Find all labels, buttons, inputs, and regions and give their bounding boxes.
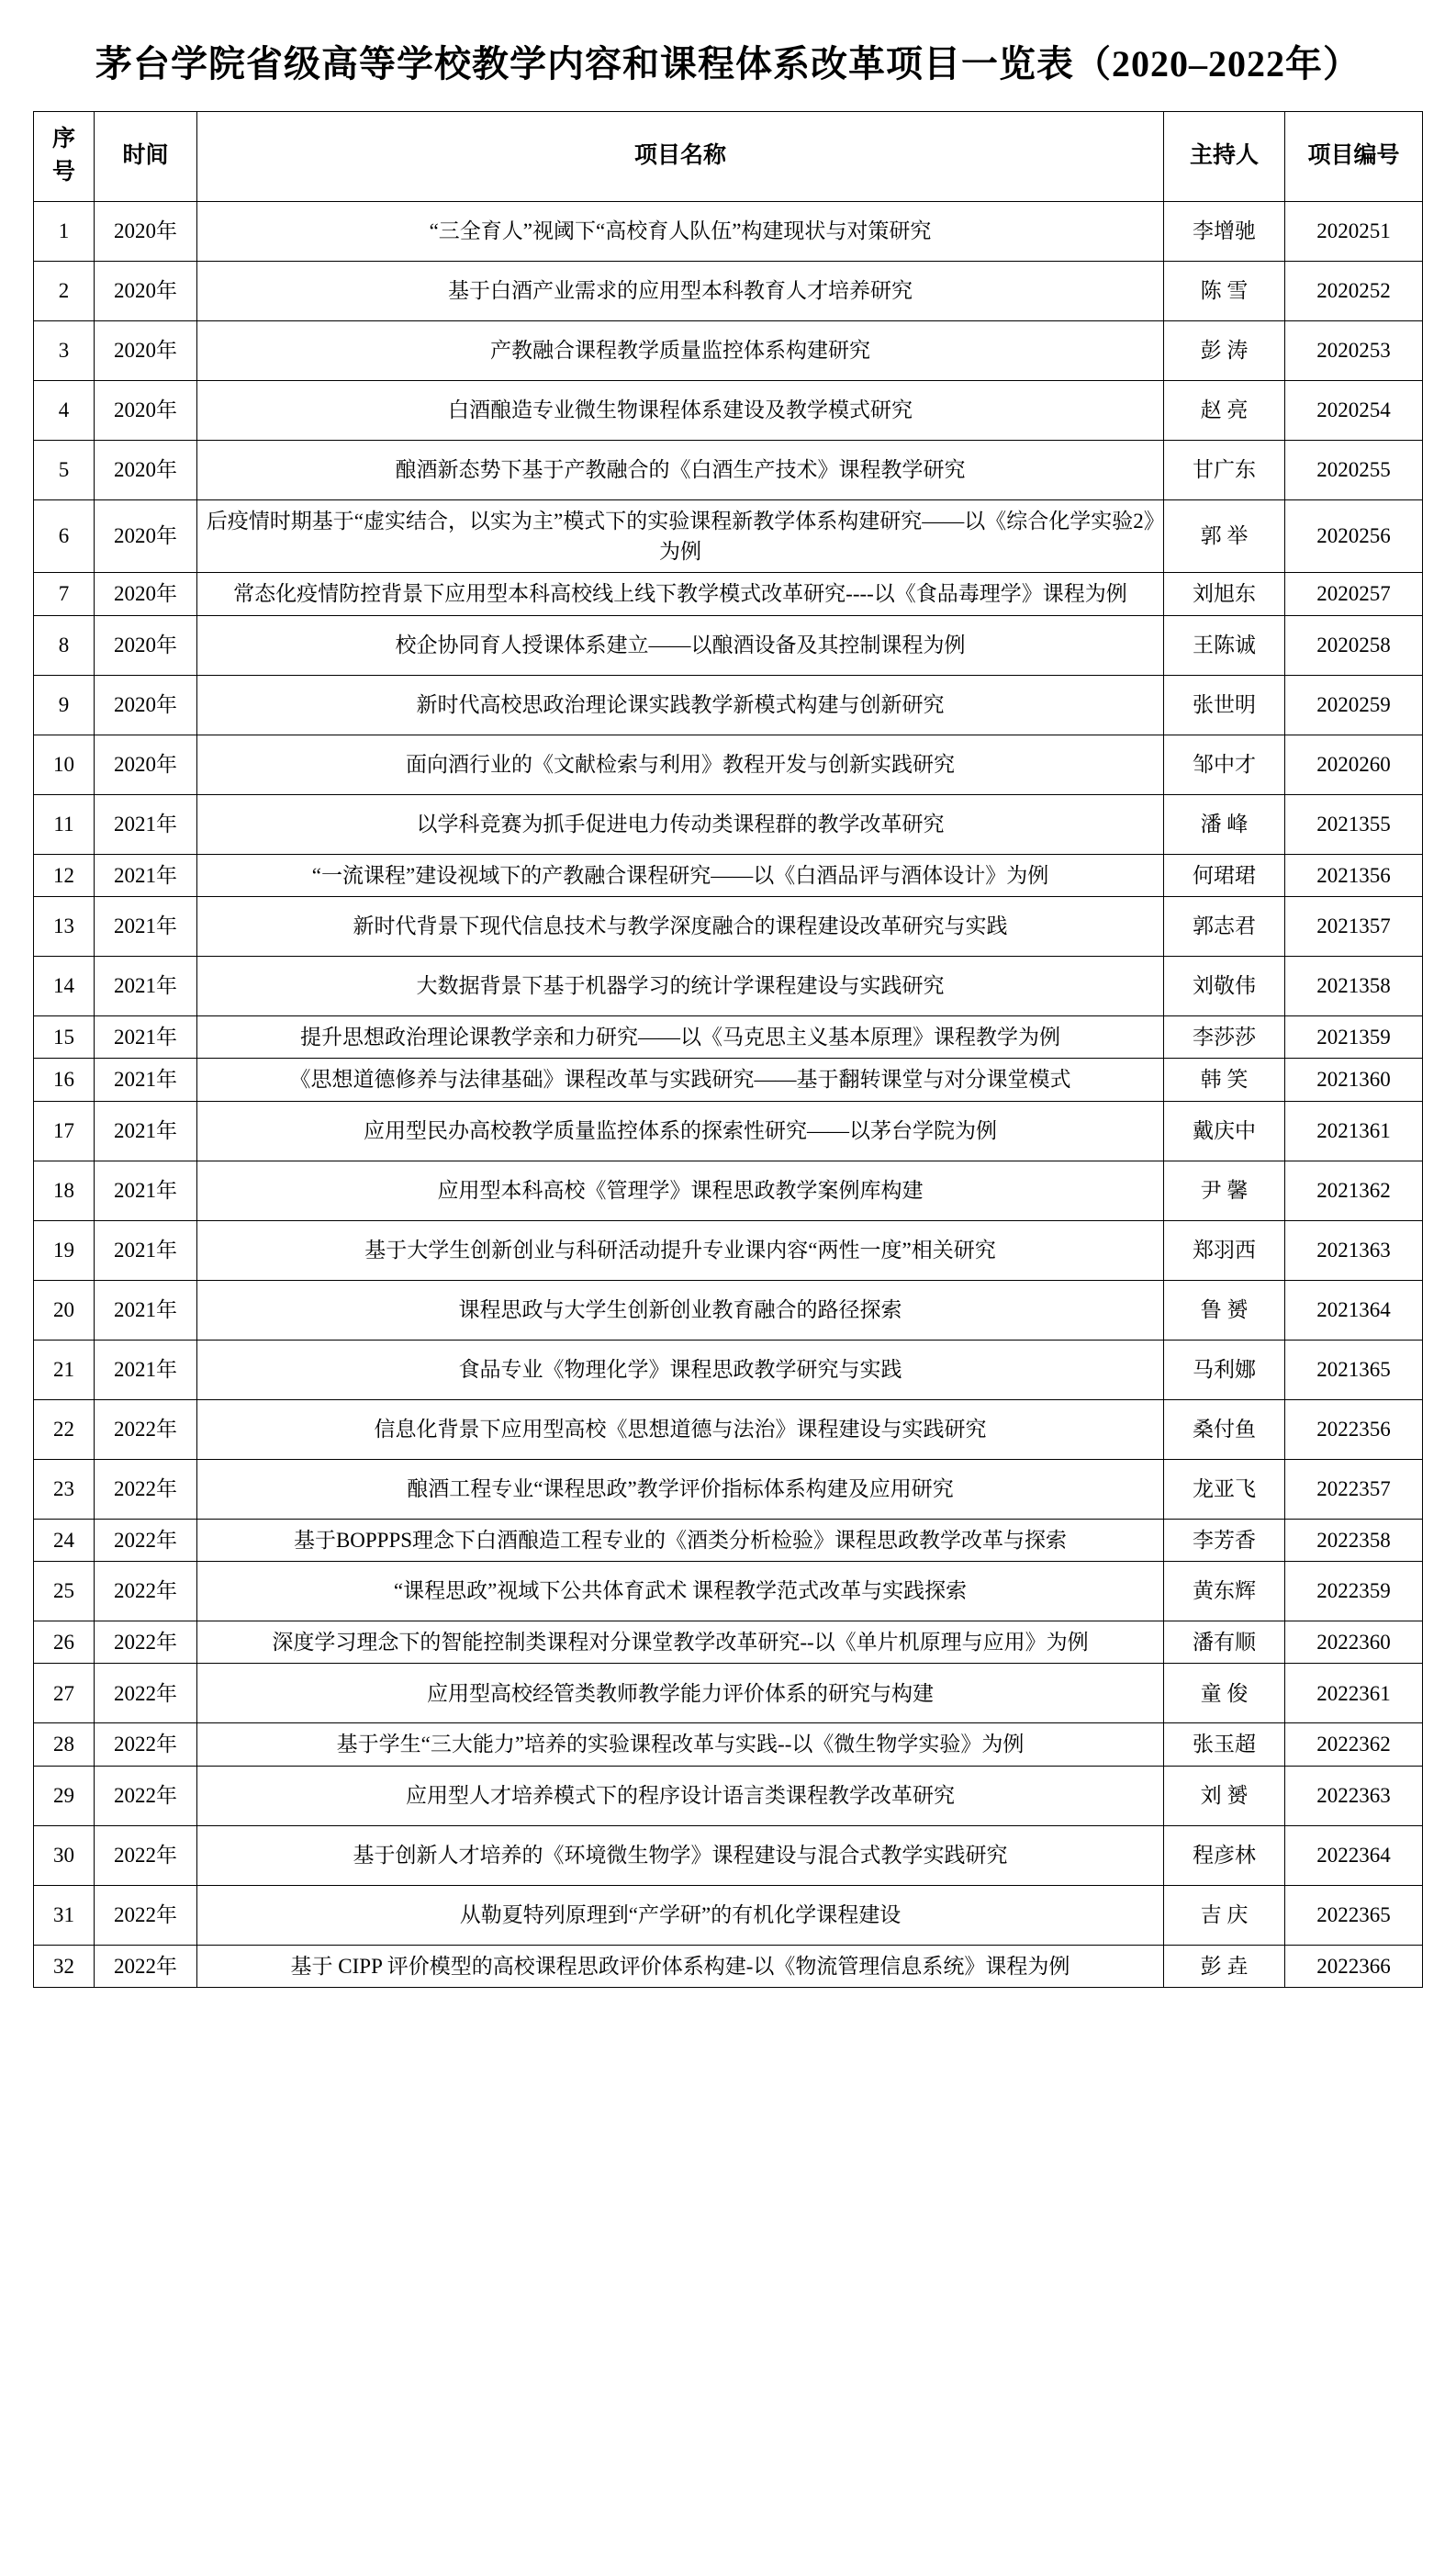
cell-project-code: 2021362 <box>1285 1161 1423 1220</box>
table-row <box>34 1664 1423 1723</box>
cell-year: 2022年 <box>95 1766 197 1825</box>
cell-project-code: 2022359 <box>1285 1561 1423 1621</box>
table-row <box>34 615 1423 675</box>
table-row <box>34 261 1423 320</box>
cell-host-name: 赵 亮 <box>1164 380 1285 440</box>
cell-host-name: 戴庆中 <box>1164 1101 1285 1161</box>
cell-project-name: 基于BOPPPS理念下白酒酿造工程专业的《酒类分析检验》课程思政教学改革与探索 <box>197 1519 1164 1561</box>
cell-year: 2022年 <box>95 1621 197 1663</box>
table-row <box>34 201 1423 261</box>
cell-project-code: 2021360 <box>1285 1059 1423 1101</box>
cell-project-name: 基于创新人才培养的《环境微生物学》课程建设与混合式教学实践研究 <box>197 1825 1164 1885</box>
cell-project-code: 2022357 <box>1285 1459 1423 1519</box>
column-header-seq: 序号 <box>34 112 95 202</box>
cell-project-name: 新时代背景下现代信息技术与教学深度融合的课程建设改革研究与实践 <box>197 896 1164 956</box>
cell-sequence-number: 26 <box>34 1621 95 1663</box>
table-row <box>34 896 1423 956</box>
cell-project-name: 《思想道德修养与法律基础》课程改革与实践研究——基于翻转课堂与对分课堂模式 <box>197 1059 1164 1101</box>
cell-project-name: “课程思政”视域下公共体育武术 课程教学范式改革与实践探索 <box>197 1561 1164 1621</box>
cell-sequence-number: 18 <box>34 1161 95 1220</box>
cell-project-code: 2021361 <box>1285 1101 1423 1161</box>
cell-project-name: “一流课程”建设视域下的产教融合课程研究——以《白酒品评与酒体设计》为例 <box>197 854 1164 896</box>
cell-project-name: 酿酒工程专业“课程思政”教学评价指标体系构建及应用研究 <box>197 1459 1164 1519</box>
cell-project-code: 2022363 <box>1285 1766 1423 1825</box>
cell-project-code: 2020254 <box>1285 380 1423 440</box>
cell-sequence-number: 30 <box>34 1825 95 1885</box>
cell-host-name: 刘 赟 <box>1164 1766 1285 1825</box>
cell-host-name: 何珺珺 <box>1164 854 1285 896</box>
cell-year: 2022年 <box>95 1885 197 1945</box>
cell-host-name: 潘 峰 <box>1164 794 1285 854</box>
cell-sequence-number: 29 <box>34 1766 95 1825</box>
cell-project-name: 常态化疫情防控背景下应用型本科高校线上线下教学模式改革研究----以《食品毒理学》课程为例 <box>197 573 1164 615</box>
cell-sequence-number: 9 <box>34 675 95 735</box>
table-row <box>34 1280 1423 1340</box>
cell-year: 2022年 <box>95 1459 197 1519</box>
cell-sequence-number: 16 <box>34 1059 95 1101</box>
cell-host-name: 张玉超 <box>1164 1723 1285 1766</box>
table-row <box>34 1059 1423 1101</box>
cell-project-code: 2022361 <box>1285 1664 1423 1723</box>
cell-project-name: 基于白酒产业需求的应用型本科教育人才培养研究 <box>197 261 1164 320</box>
table-row <box>34 573 1423 615</box>
cell-sequence-number: 7 <box>34 573 95 615</box>
cell-year: 2022年 <box>95 1945 197 1987</box>
cell-sequence-number: 20 <box>34 1280 95 1340</box>
cell-host-name: 张世明 <box>1164 675 1285 735</box>
cell-project-name: 基于 CIPP 评价模型的高校课程思政评价体系构建-以《物流管理信息系统》课程为例 <box>197 1945 1164 1987</box>
cell-year: 2020年 <box>95 499 197 573</box>
cell-year: 2020年 <box>95 380 197 440</box>
cell-project-code: 2021358 <box>1285 956 1423 1015</box>
cell-host-name: 刘敬伟 <box>1164 956 1285 1015</box>
cell-host-name: 韩 笑 <box>1164 1059 1285 1101</box>
cell-sequence-number: 1 <box>34 201 95 261</box>
cell-host-name: 郭 举 <box>1164 499 1285 573</box>
cell-project-code: 2021357 <box>1285 896 1423 956</box>
cell-sequence-number: 6 <box>34 499 95 573</box>
table-row <box>34 440 1423 499</box>
cell-host-name: 邹中才 <box>1164 735 1285 794</box>
cell-project-code: 2020252 <box>1285 261 1423 320</box>
page-title: 茅台学院省级高等学校教学内容和课程体系改革项目一览表（2020–2022年） <box>95 43 1361 84</box>
cell-sequence-number: 11 <box>34 794 95 854</box>
cell-host-name: 龙亚飞 <box>1164 1459 1285 1519</box>
cell-host-name: 陈 雪 <box>1164 261 1285 320</box>
cell-project-code: 2022365 <box>1285 1885 1423 1945</box>
column-header-year: 时间 <box>95 112 197 202</box>
cell-year: 2021年 <box>95 1101 197 1161</box>
column-header-project-name: 项目名称 <box>197 112 1164 202</box>
table-row <box>34 1220 1423 1280</box>
cell-host-name: 桑付鱼 <box>1164 1399 1285 1459</box>
cell-year: 2022年 <box>95 1519 197 1561</box>
cell-year: 2021年 <box>95 794 197 854</box>
cell-project-code: 2020260 <box>1285 735 1423 794</box>
cell-project-code: 2021365 <box>1285 1340 1423 1399</box>
cell-sequence-number: 3 <box>34 320 95 380</box>
cell-sequence-number: 15 <box>34 1015 95 1058</box>
table-row <box>34 1161 1423 1220</box>
cell-project-name: 校企协同育人授课体系建立——以酿酒设备及其控制课程为例 <box>197 615 1164 675</box>
cell-sequence-number: 23 <box>34 1459 95 1519</box>
cell-sequence-number: 31 <box>34 1885 95 1945</box>
cell-project-code: 2020255 <box>1285 440 1423 499</box>
cell-project-name: 应用型高校经管类教师教学能力评价体系的研究与构建 <box>197 1664 1164 1723</box>
cell-project-code: 2021359 <box>1285 1015 1423 1058</box>
cell-sequence-number: 27 <box>34 1664 95 1723</box>
cell-host-name: 程彦林 <box>1164 1825 1285 1885</box>
cell-project-code: 2020256 <box>1285 499 1423 573</box>
cell-project-code: 2020259 <box>1285 675 1423 735</box>
cell-sequence-number: 25 <box>34 1561 95 1621</box>
table-row <box>34 735 1423 794</box>
cell-year: 2021年 <box>95 1220 197 1280</box>
cell-project-code: 2020253 <box>1285 320 1423 380</box>
cell-sequence-number: 5 <box>34 440 95 499</box>
cell-sequence-number: 24 <box>34 1519 95 1561</box>
cell-host-name: 潘有顺 <box>1164 1621 1285 1663</box>
cell-host-name: 王陈诚 <box>1164 615 1285 675</box>
cell-year: 2022年 <box>95 1723 197 1766</box>
cell-project-code: 2022366 <box>1285 1945 1423 1987</box>
table-row <box>34 499 1423 573</box>
table-row <box>34 1015 1423 1058</box>
cell-year: 2020年 <box>95 573 197 615</box>
cell-sequence-number: 22 <box>34 1399 95 1459</box>
cell-host-name: 黄东辉 <box>1164 1561 1285 1621</box>
cell-host-name: 甘广东 <box>1164 440 1285 499</box>
table-row <box>34 854 1423 896</box>
cell-project-name: 基于大学生创新创业与科研活动提升专业课内容“两性一度”相关研究 <box>197 1220 1164 1280</box>
cell-sequence-number: 32 <box>34 1945 95 1987</box>
cell-project-name: 以学科竞赛为抓手促进电力传动类课程群的教学改革研究 <box>197 794 1164 854</box>
table-row <box>34 1766 1423 1825</box>
cell-year: 2020年 <box>95 735 197 794</box>
cell-project-code: 2022362 <box>1285 1723 1423 1766</box>
cell-year: 2020年 <box>95 675 197 735</box>
table-row <box>34 675 1423 735</box>
cell-project-name: 从勒夏特列原理到“产学研”的有机化学课程建设 <box>197 1885 1164 1945</box>
cell-project-name: 酿酒新态势下基于产教融合的《白酒生产技术》课程教学研究 <box>197 440 1164 499</box>
table-row <box>34 1885 1423 1945</box>
cell-sequence-number: 19 <box>34 1220 95 1280</box>
cell-project-name: 信息化背景下应用型高校《思想道德与法治》课程建设与实践研究 <box>197 1399 1164 1459</box>
table-row <box>34 794 1423 854</box>
table-row <box>34 380 1423 440</box>
cell-project-name: 白酒酿造专业微生物课程体系建设及教学模式研究 <box>197 380 1164 440</box>
cell-project-code: 2022358 <box>1285 1519 1423 1561</box>
column-header-project-code: 项目编号 <box>1285 112 1423 202</box>
cell-sequence-number: 2 <box>34 261 95 320</box>
cell-year: 2021年 <box>95 1340 197 1399</box>
cell-project-code: 2022364 <box>1285 1825 1423 1885</box>
cell-host-name: 马利娜 <box>1164 1340 1285 1399</box>
cell-project-name: 新时代高校思政治理论课实践教学新模式构建与创新研究 <box>197 675 1164 735</box>
cell-year: 2022年 <box>95 1561 197 1621</box>
cell-year: 2022年 <box>95 1664 197 1723</box>
cell-host-name: 吉 庆 <box>1164 1885 1285 1945</box>
cell-host-name: 郭志君 <box>1164 896 1285 956</box>
table-body <box>34 201 1423 1987</box>
cell-sequence-number: 8 <box>34 615 95 675</box>
cell-host-name: 李莎莎 <box>1164 1015 1285 1058</box>
table-row <box>34 1945 1423 1987</box>
cell-year: 2020年 <box>95 615 197 675</box>
table-row <box>34 1561 1423 1621</box>
cell-year: 2021年 <box>95 1161 197 1220</box>
cell-project-code: 2020257 <box>1285 573 1423 615</box>
cell-project-name: 应用型本科高校《管理学》课程思政教学案例库构建 <box>197 1161 1164 1220</box>
cell-project-code: 2021356 <box>1285 854 1423 896</box>
cell-year: 2021年 <box>95 896 197 956</box>
table-row <box>34 956 1423 1015</box>
cell-sequence-number: 12 <box>34 854 95 896</box>
cell-host-name: 彭 涛 <box>1164 320 1285 380</box>
cell-project-name: 深度学习理念下的智能控制类课程对分课堂教学改革研究--以《单片机原理与应用》为例 <box>197 1621 1164 1663</box>
table-row <box>34 1723 1423 1766</box>
table-header <box>34 112 1423 202</box>
cell-project-name: 产教融合课程教学质量监控体系构建研究 <box>197 320 1164 380</box>
cell-project-code: 2020258 <box>1285 615 1423 675</box>
table-row <box>34 1459 1423 1519</box>
cell-year: 2021年 <box>95 854 197 896</box>
cell-host-name: 郑羽西 <box>1164 1220 1285 1280</box>
table-row <box>34 1621 1423 1663</box>
table-row <box>34 1399 1423 1459</box>
cell-project-name: 应用型人才培养模式下的程序设计语言类课程教学改革研究 <box>197 1766 1164 1825</box>
cell-year: 2021年 <box>95 1015 197 1058</box>
cell-project-name: 面向酒行业的《文献检索与利用》教程开发与创新实践研究 <box>197 735 1164 794</box>
cell-host-name: 彭 垚 <box>1164 1945 1285 1987</box>
cell-host-name: 刘旭东 <box>1164 573 1285 615</box>
cell-host-name: 李增驰 <box>1164 201 1285 261</box>
cell-project-code: 2022360 <box>1285 1621 1423 1663</box>
cell-project-code: 2021364 <box>1285 1280 1423 1340</box>
cell-year: 2021年 <box>95 1280 197 1340</box>
cell-project-code: 2021355 <box>1285 794 1423 854</box>
cell-sequence-number: 14 <box>34 956 95 1015</box>
column-header-host: 主持人 <box>1164 112 1285 202</box>
cell-project-code: 2020251 <box>1285 201 1423 261</box>
table-header-row <box>34 112 1423 202</box>
cell-sequence-number: 21 <box>34 1340 95 1399</box>
cell-sequence-number: 10 <box>34 735 95 794</box>
projects-table <box>33 111 1423 1988</box>
cell-sequence-number: 28 <box>34 1723 95 1766</box>
cell-host-name: 鲁 赟 <box>1164 1280 1285 1340</box>
cell-host-name: 李芳香 <box>1164 1519 1285 1561</box>
cell-year: 2021年 <box>95 1059 197 1101</box>
cell-project-name: 基于学生“三大能力”培养的实验课程改革与实践--以《微生物学实验》为例 <box>197 1723 1164 1766</box>
cell-project-name: 后疫情时期基于“虚实结合，以实为主”模式下的实验课程新教学体系构建研究——以《综合化学实验2》为例 <box>197 499 1164 573</box>
cell-year: 2020年 <box>95 261 197 320</box>
cell-sequence-number: 4 <box>34 380 95 440</box>
cell-project-name: 食品专业《物理化学》课程思政教学研究与实践 <box>197 1340 1164 1399</box>
table-row <box>34 1340 1423 1399</box>
cell-project-name: 课程思政与大学生创新创业教育融合的路径探索 <box>197 1280 1164 1340</box>
cell-project-name: 应用型民办高校教学质量监控体系的探索性研究——以茅台学院为例 <box>197 1101 1164 1161</box>
cell-year: 2022年 <box>95 1825 197 1885</box>
cell-year: 2020年 <box>95 320 197 380</box>
cell-sequence-number: 17 <box>34 1101 95 1161</box>
cell-project-code: 2021363 <box>1285 1220 1423 1280</box>
cell-year: 2020年 <box>95 440 197 499</box>
cell-project-name: 提升思想政治理论课教学亲和力研究——以《马克思主义基本原理》课程教学为例 <box>197 1015 1164 1058</box>
cell-year: 2022年 <box>95 1399 197 1459</box>
table-row <box>34 1519 1423 1561</box>
cell-sequence-number: 13 <box>34 896 95 956</box>
cell-year: 2020年 <box>95 201 197 261</box>
cell-project-name: “三全育人”视阈下“高校育人队伍”构建现状与对策研究 <box>197 201 1164 261</box>
cell-project-name: 大数据背景下基于机器学习的统计学课程建设与实践研究 <box>197 956 1164 1015</box>
cell-host-name: 童 俊 <box>1164 1664 1285 1723</box>
cell-year: 2021年 <box>95 956 197 1015</box>
table-row <box>34 1101 1423 1161</box>
cell-project-code: 2022356 <box>1285 1399 1423 1459</box>
cell-host-name: 尹 馨 <box>1164 1161 1285 1220</box>
table-row <box>34 320 1423 380</box>
table-row <box>34 1825 1423 1885</box>
